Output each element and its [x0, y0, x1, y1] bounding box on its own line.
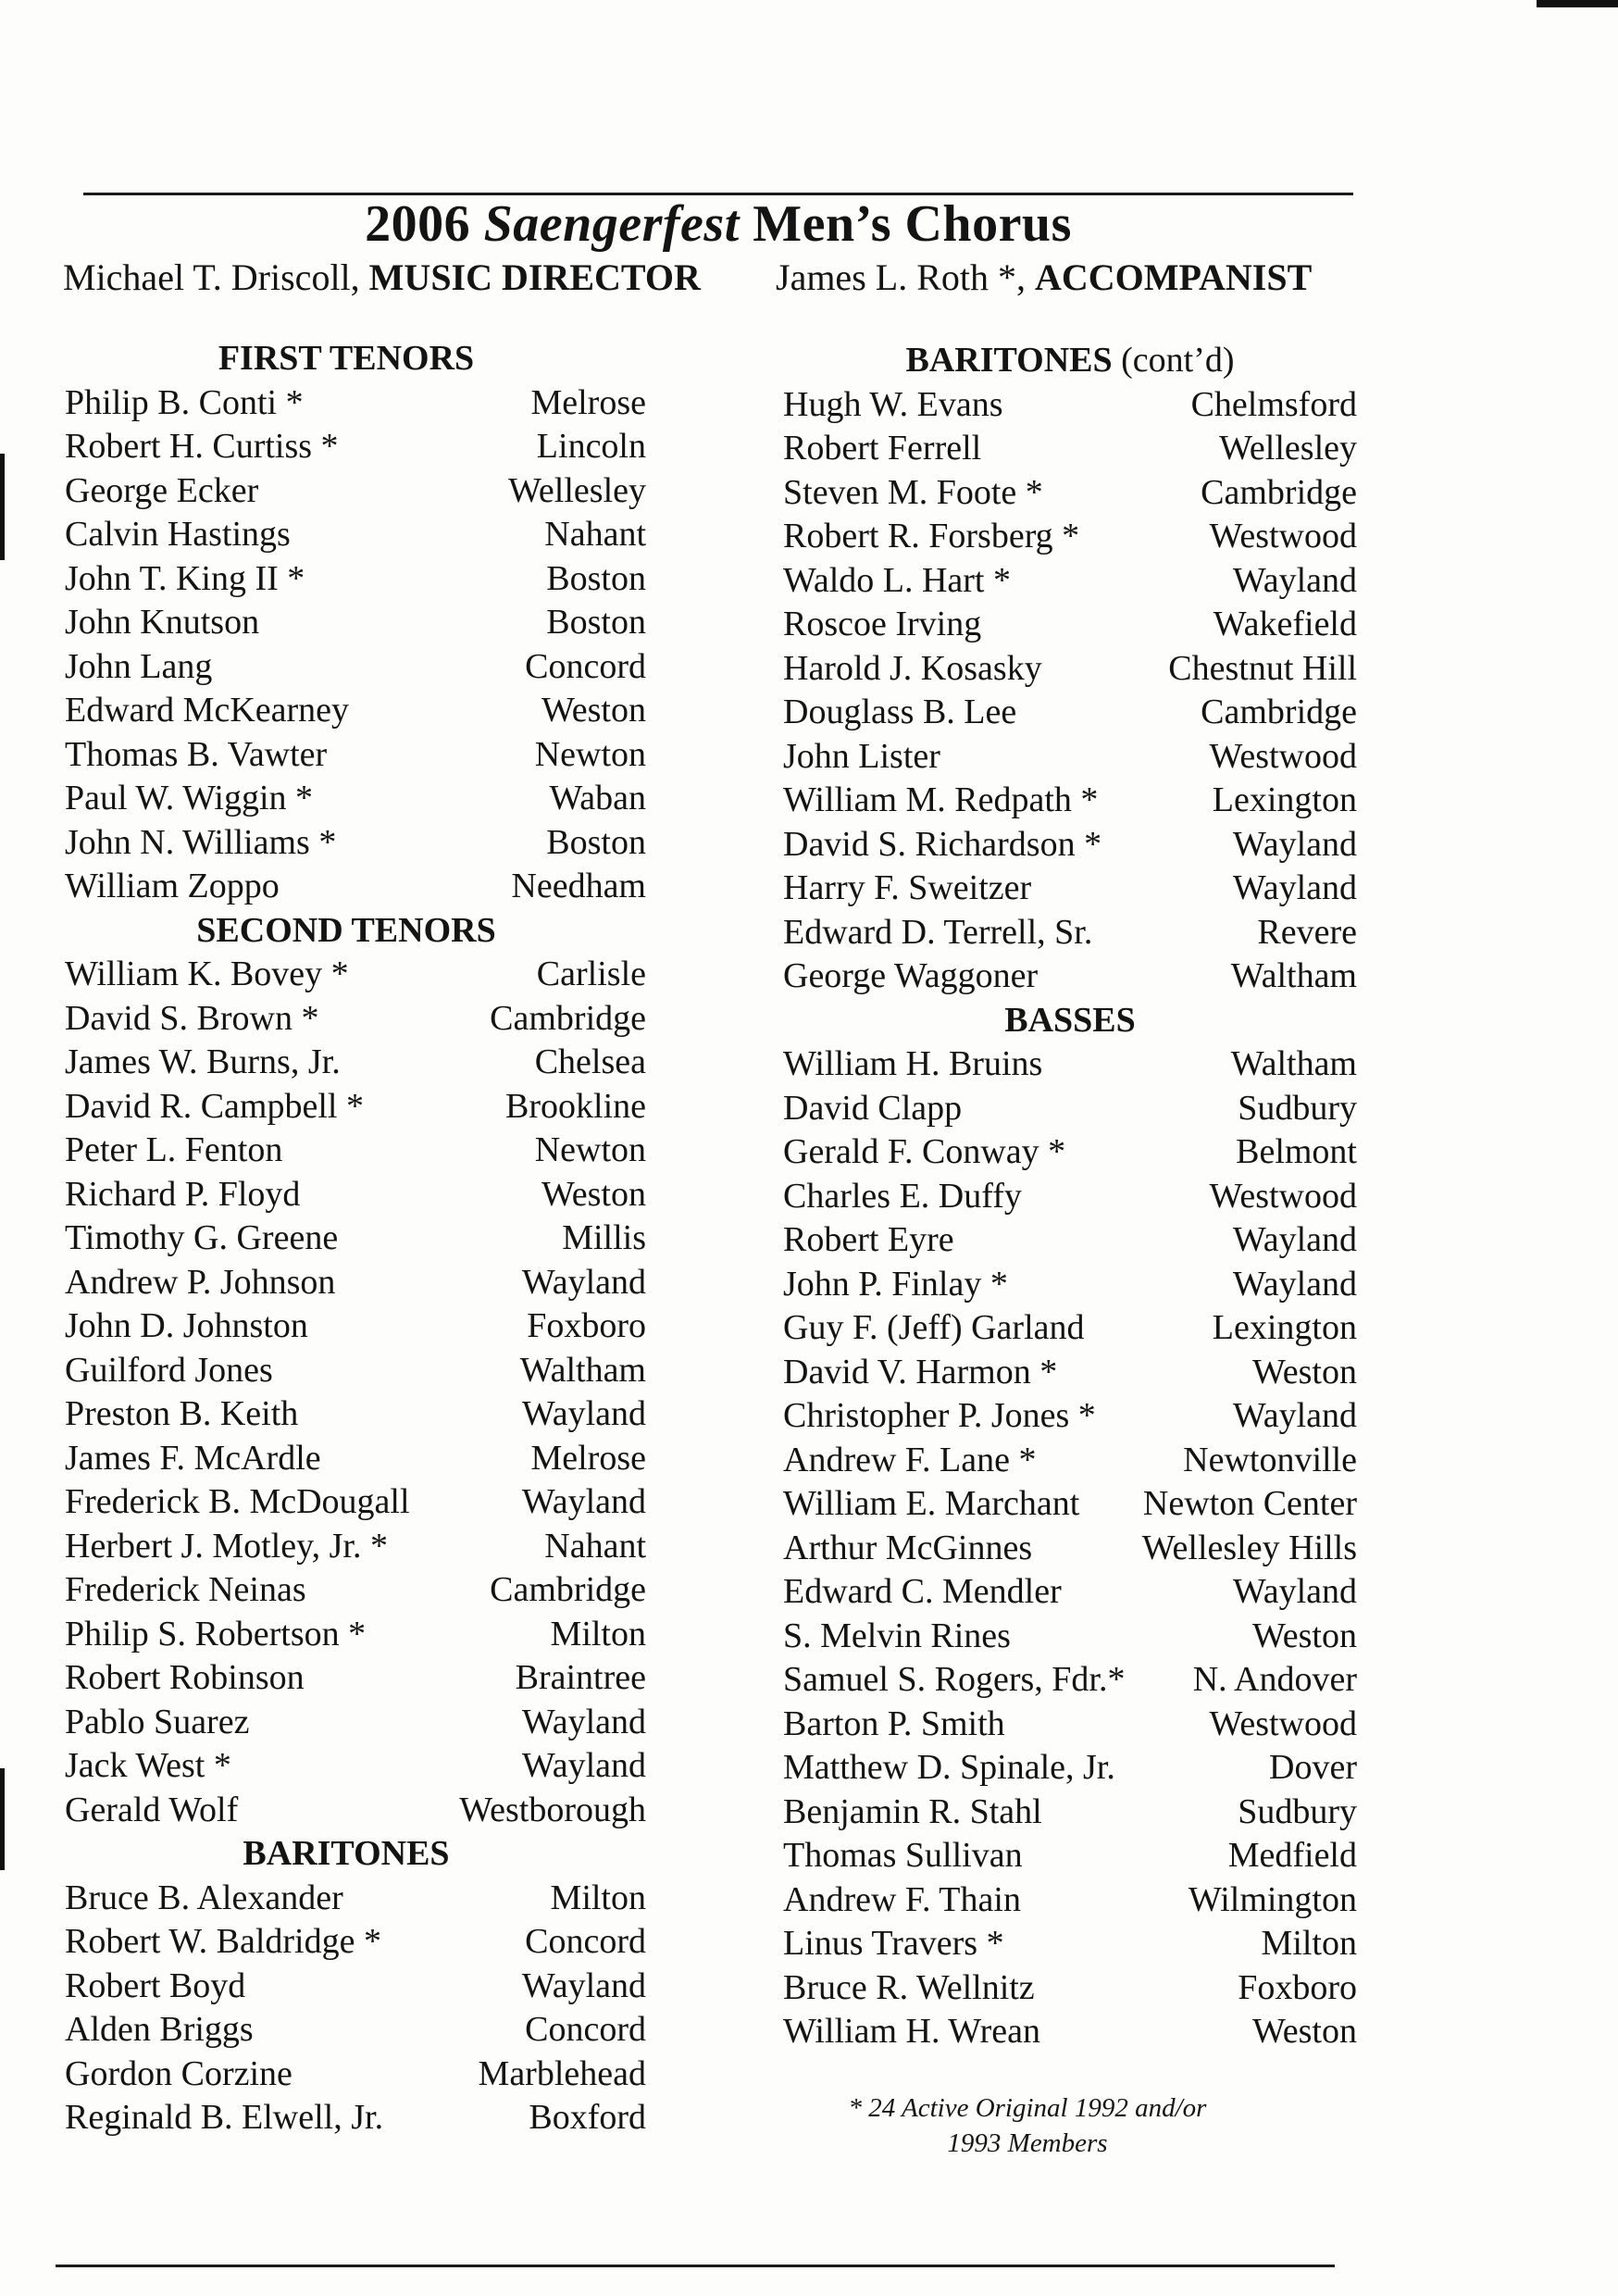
member-name: James W. Burns, Jr.	[65, 1042, 341, 1081]
member-town: Cambridge	[490, 1570, 646, 1609]
member-name: David V. Harmon *	[783, 1352, 1058, 1391]
left-column	[65, 337, 646, 2140]
scan-edge-mark	[0, 454, 5, 560]
member-town: Milton	[550, 1878, 646, 1917]
member-row	[783, 1175, 1357, 1219]
member-name: Timothy G. Greene	[65, 1218, 339, 1257]
member-row	[65, 1568, 646, 1613]
member-row	[783, 911, 1357, 955]
member-row	[65, 777, 646, 821]
member-town: Westwood	[1209, 1703, 1357, 1743]
member-row	[783, 1746, 1357, 1791]
member-row	[65, 1304, 646, 1349]
member-name: Thomas Sullivan	[783, 1836, 1023, 1875]
member-town: Concord	[525, 646, 646, 686]
member-town: Wayland	[1232, 1572, 1357, 1611]
member-name: Robert Boyd	[65, 1965, 246, 2005]
member-row	[783, 1658, 1357, 1703]
member-name: Christopher P. Jones *	[783, 1396, 1096, 1435]
member-row	[65, 1173, 646, 1217]
member-row	[65, 513, 646, 557]
member-name: William M. Redpath *	[783, 780, 1099, 819]
member-name: Paul W. Wiggin *	[65, 779, 314, 817]
director-name: Michael T. Driscoll,	[63, 256, 360, 298]
member-town: Wayland	[521, 1482, 646, 1521]
member-town: Brookline	[505, 1086, 646, 1126]
member-row	[65, 601, 646, 645]
member-row	[65, 1041, 646, 1085]
member-row	[783, 779, 1357, 823]
member-name: Harry F. Sweitzer	[783, 868, 1032, 907]
member-town: Wayland	[1232, 1220, 1357, 1259]
member-row	[65, 1349, 646, 1393]
member-row	[65, 2008, 646, 2053]
member-name: John Lister	[783, 736, 940, 776]
member-town: Lexington	[1212, 780, 1357, 819]
member-row	[65, 2053, 646, 2097]
member-row	[65, 953, 646, 997]
member-town: Wayland	[521, 1746, 646, 1785]
member-name: Robert R. Forsberg *	[783, 517, 1080, 555]
member-name: John T. King II *	[65, 558, 305, 598]
member-town: Westwood	[1209, 736, 1357, 776]
member-town: Weston	[541, 1174, 646, 1214]
member-name: William H. Bruins	[783, 1044, 1043, 1083]
member-name: Calvin Hastings	[65, 515, 291, 554]
member-name: Edward D. Terrell, Sr.	[783, 912, 1093, 952]
member-town: Wayland	[521, 1394, 646, 1433]
member-row	[783, 1042, 1357, 1087]
member-name: Pablo Suarez	[65, 1702, 250, 1741]
member-town: Melrose	[530, 1438, 646, 1478]
member-town: Braintree	[515, 1658, 646, 1697]
member-town: Foxboro	[1238, 1967, 1357, 2007]
member-row	[65, 821, 646, 866]
member-town: Waltham	[1230, 956, 1357, 995]
member-name: Robert W. Baldridge *	[65, 1922, 381, 1961]
member-town: Needham	[511, 867, 646, 905]
member-name: John N. Williams *	[65, 822, 337, 862]
member-name: David S. Brown *	[65, 998, 319, 1038]
member-row	[65, 557, 646, 602]
member-town: Weston	[1251, 2012, 1357, 2051]
member-name: Charles E. Duffy	[783, 1176, 1022, 1216]
member-town: Wayland	[1232, 1396, 1357, 1435]
member-row	[783, 2010, 1357, 2054]
section-heading-baritones: BARITONES	[243, 1834, 450, 1873]
member-town: Wayland	[521, 1965, 646, 2005]
member-row	[65, 689, 646, 733]
member-name: David Clapp	[783, 1088, 963, 1128]
member-name: Steven M. Foote *	[783, 472, 1043, 512]
member-row	[65, 1525, 646, 1569]
member-name: Jack West *	[65, 1746, 231, 1785]
member-row	[65, 645, 646, 690]
baritones-contd-list	[783, 383, 1357, 999]
member-name: John Knutson	[65, 603, 260, 642]
member-name: Reginald B. Elwell, Jr.	[65, 2098, 384, 2137]
member-town: Waban	[549, 779, 646, 817]
member-row	[783, 427, 1357, 471]
bottom-rule	[56, 2265, 1335, 2267]
member-town: Boston	[546, 603, 646, 642]
member-name: Bruce B. Alexander	[65, 1878, 343, 1917]
member-name: Gordon Corzine	[65, 2053, 292, 2093]
member-town: Westwood	[1209, 1176, 1357, 1216]
member-name: Philip S. Robertson *	[65, 1614, 367, 1653]
member-name: Barton P. Smith	[783, 1703, 1005, 1743]
member-row	[65, 1965, 646, 2009]
member-row	[65, 469, 646, 514]
member-town: Boston	[546, 822, 646, 862]
member-town: Nahant	[544, 1526, 646, 1566]
member-town: Chestnut Hill	[1168, 648, 1357, 688]
member-row	[65, 381, 646, 426]
baritones-list	[65, 1877, 646, 2140]
member-name: Guy F. (Jeff) Garland	[783, 1308, 1085, 1347]
member-town: Cambridge	[1201, 693, 1357, 731]
member-town: Chelsea	[534, 1042, 646, 1081]
member-row	[65, 1656, 646, 1701]
baritones-contd-suffix: (cont’d)	[1121, 341, 1235, 380]
member-town: Sudbury	[1238, 1088, 1357, 1128]
member-name: William K. Bovey *	[65, 955, 349, 993]
director-role: MUSIC DIRECTOR	[368, 256, 701, 298]
member-row	[65, 2096, 646, 2140]
member-row	[783, 1570, 1357, 1615]
director-credit	[63, 256, 701, 299]
member-name: Waldo L. Hart *	[783, 560, 1011, 600]
accompanist-name: James L. Roth *,	[776, 256, 1026, 298]
member-row	[783, 691, 1357, 735]
member-name: Frederick B. McDougall	[65, 1482, 410, 1521]
member-town: Medfield	[1227, 1836, 1357, 1875]
member-row	[65, 1261, 646, 1305]
member-row	[783, 1482, 1357, 1527]
member-town: Sudbury	[1238, 1791, 1357, 1831]
scan-edge-mark	[1537, 0, 1618, 7]
member-town: Newton Center	[1142, 1484, 1357, 1523]
member-name: William E. Marchant	[783, 1484, 1080, 1523]
member-row	[65, 1613, 646, 1657]
member-town: Wayland	[1232, 824, 1357, 864]
member-town: Newton	[534, 734, 646, 774]
member-town: Concord	[525, 1922, 646, 1961]
member-town: Wayland	[1232, 868, 1357, 907]
member-town: Wayland	[1232, 1264, 1357, 1304]
member-town: Foxboro	[527, 1306, 646, 1345]
member-row	[783, 1878, 1357, 1923]
member-name: Andrew F. Lane *	[783, 1440, 1037, 1479]
title-year: 2006	[365, 195, 471, 253]
member-name: Robert Eyre	[783, 1220, 954, 1259]
member-row	[65, 1437, 646, 1481]
member-row	[65, 997, 646, 1042]
member-row	[65, 1744, 646, 1789]
member-town: Lexington	[1212, 1308, 1357, 1347]
member-row	[65, 1129, 646, 1173]
member-town: Westborough	[459, 1790, 646, 1829]
second-tenors-list	[65, 953, 646, 1832]
member-name: John Lang	[65, 646, 213, 686]
member-row	[65, 865, 646, 909]
member-town: Wellesley	[1219, 429, 1357, 468]
member-town: Milton	[550, 1614, 646, 1653]
member-row	[783, 1351, 1357, 1395]
member-name: William Zoppo	[65, 867, 280, 905]
member-row	[65, 1789, 646, 1833]
member-name: Arthur McGinnes	[783, 1528, 1033, 1567]
member-row	[783, 647, 1357, 692]
member-town: Weston	[1251, 1616, 1357, 1655]
footnote-line-2: 1993 Members	[947, 2128, 1108, 2158]
member-name: Andrew P. Johnson	[65, 1262, 336, 1302]
member-name: Richard P. Floyd	[65, 1174, 301, 1214]
page-title	[0, 194, 1437, 254]
member-name: George Waggoner	[783, 956, 1039, 995]
member-name: Thomas B. Vawter	[65, 734, 328, 774]
member-town: Waltham	[519, 1350, 646, 1390]
member-row	[783, 1527, 1357, 1571]
first-tenors-list	[65, 381, 646, 909]
member-town: Chelmsford	[1190, 384, 1357, 424]
member-town: Melrose	[530, 382, 646, 422]
member-row	[65, 1920, 646, 1965]
member-town: Belmont	[1236, 1132, 1357, 1171]
member-town: Wayland	[521, 1262, 646, 1302]
member-name: Hugh W. Evans	[783, 384, 1003, 424]
member-row	[783, 1834, 1357, 1878]
member-town: Revere	[1257, 912, 1357, 952]
section-heading-second-tenors: SECOND TENORS	[196, 910, 496, 950]
member-town: Marblehead	[478, 2053, 646, 2093]
member-row	[783, 1922, 1357, 1966]
member-town: Dover	[1269, 1748, 1357, 1787]
member-row	[783, 559, 1357, 604]
member-row	[783, 1087, 1357, 1131]
member-name: Herbert J. Motley, Jr. *	[65, 1526, 388, 1566]
member-town: N. Andover	[1192, 1660, 1357, 1699]
member-town: Wayland	[521, 1702, 646, 1741]
accompanist-credit	[776, 256, 1312, 299]
accompanist-role: ACCOMPANIST	[1034, 256, 1313, 298]
member-town: Wakefield	[1213, 605, 1357, 643]
member-row	[783, 471, 1357, 516]
member-name: Matthew D. Spinale, Jr.	[783, 1748, 1115, 1787]
member-row	[783, 603, 1357, 647]
member-name: Andrew F. Thain	[783, 1879, 1021, 1919]
member-name: David R. Campbell *	[65, 1086, 364, 1126]
footnote	[778, 2090, 1277, 2161]
member-name: Robert Robinson	[65, 1658, 305, 1697]
member-row	[783, 867, 1357, 911]
member-row	[783, 1218, 1357, 1263]
member-name: Samuel S. Rogers, Fdr.*	[783, 1660, 1126, 1699]
member-town: Cambridge	[1201, 472, 1357, 512]
basses-list	[783, 1042, 1357, 2054]
member-name: Gerald F. Conway *	[783, 1132, 1066, 1171]
member-row	[783, 1439, 1357, 1483]
member-town: Wellesley Hills	[1141, 1528, 1357, 1567]
member-row	[783, 823, 1357, 867]
scan-edge-mark	[0, 1768, 5, 1870]
member-row	[783, 1615, 1357, 1659]
member-town: Cambridge	[490, 998, 646, 1038]
member-town: Millis	[562, 1218, 646, 1257]
member-name: David S. Richardson *	[783, 824, 1102, 864]
member-town: Concord	[525, 2010, 646, 2049]
member-row	[65, 425, 646, 469]
member-town: Wayland	[1232, 560, 1357, 600]
member-row	[783, 1966, 1357, 2011]
section-heading-baritones-contd	[783, 339, 1357, 383]
member-name: Peter L. Fenton	[65, 1130, 283, 1169]
member-name: Gerald Wolf	[65, 1790, 239, 1829]
member-row	[783, 1791, 1357, 1835]
member-town: Weston	[1251, 1352, 1357, 1391]
member-row	[65, 1701, 646, 1745]
member-town: Weston	[541, 691, 646, 730]
member-name: Douglass B. Lee	[783, 693, 1017, 731]
member-name: Alden Briggs	[65, 2010, 254, 2049]
member-name: John D. Johnston	[65, 1306, 308, 1345]
member-row	[783, 955, 1357, 999]
section-heading-basses: BASSES	[1004, 1000, 1136, 1040]
member-name: Robert Ferrell	[783, 429, 982, 468]
member-name: Bruce R. Wellnitz	[783, 1967, 1035, 2007]
member-row	[783, 1130, 1357, 1175]
member-name: Robert H. Curtiss *	[65, 427, 339, 466]
member-name: John P. Finlay *	[783, 1264, 1008, 1304]
member-name: Linus Travers *	[783, 1924, 1004, 1963]
member-name: Roscoe Irving	[783, 605, 982, 643]
member-town: Newton	[534, 1130, 646, 1169]
member-row	[783, 383, 1357, 428]
member-town: Newtonville	[1183, 1440, 1357, 1479]
member-name: Harold J. Kosasky	[783, 648, 1042, 688]
member-row	[783, 515, 1357, 559]
member-row	[783, 1703, 1357, 1747]
member-town: Carlisle	[536, 955, 646, 993]
member-row	[783, 735, 1357, 780]
footnote-line-1: * 24 Active Original 1992 and/or	[848, 2093, 1207, 2123]
member-row	[783, 1306, 1357, 1351]
member-name: Edward McKearney	[65, 691, 350, 730]
right-column	[783, 339, 1357, 2054]
member-town: Boxford	[529, 2098, 646, 2137]
member-name: Benjamin R. Stahl	[783, 1791, 1042, 1831]
member-town: Milton	[1261, 1924, 1357, 1963]
member-name: Guilford Jones	[65, 1350, 273, 1390]
member-town: Wellesley	[508, 470, 646, 510]
member-name: George Ecker	[65, 470, 259, 510]
member-row	[65, 1392, 646, 1437]
member-name: S. Melvin Rines	[783, 1616, 1011, 1655]
title-saengerfest: Saengerfest	[483, 195, 740, 253]
member-town: Wilmington	[1188, 1879, 1357, 1919]
member-town: Westwood	[1209, 517, 1357, 555]
member-name: Preston B. Keith	[65, 1394, 299, 1433]
member-row	[65, 1085, 646, 1129]
member-name: Frederick Neinas	[65, 1570, 306, 1609]
member-row	[783, 1394, 1357, 1439]
member-town: Lincoln	[536, 427, 646, 466]
section-heading-first-tenors: FIRST TENORS	[218, 339, 475, 378]
member-town: Nahant	[544, 515, 646, 554]
baritones-contd-label: BARITONES	[905, 341, 1113, 380]
member-row	[65, 733, 646, 778]
member-town: Boston	[546, 558, 646, 598]
title-rest: Men’s Chorus	[753, 195, 1072, 253]
member-row	[65, 1877, 646, 1921]
member-row	[783, 1263, 1357, 1307]
member-name: William H. Wrean	[783, 2012, 1040, 2051]
member-town: Waltham	[1230, 1044, 1357, 1083]
member-row	[65, 1217, 646, 1261]
member-name: Edward C. Mendler	[783, 1572, 1062, 1611]
member-name: James F. McArdle	[65, 1438, 321, 1478]
member-name: Philip B. Conti *	[65, 382, 304, 422]
member-row	[65, 1480, 646, 1525]
